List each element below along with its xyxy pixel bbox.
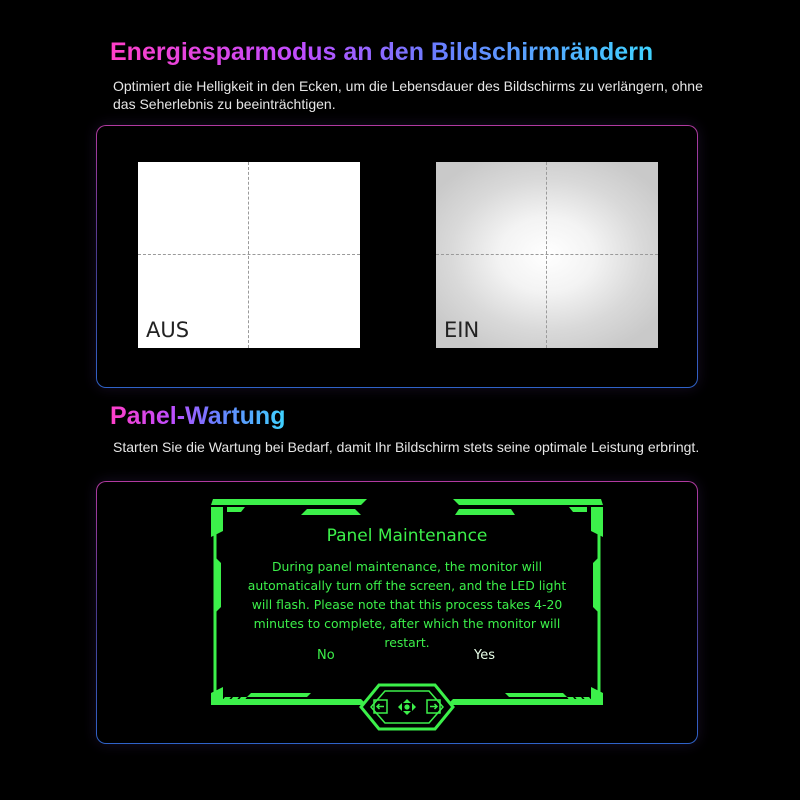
- panel-maintenance-dialog: [211, 497, 603, 737]
- section-description-energy-saving: Optimiert die Helligkeit in den Ecken, um die Lebensdauer des Bildschirms zu verlängern, ohne das Seherlebnis zu beeinträchtigen.: [113, 78, 703, 112]
- grid-line-horizontal: [138, 254, 360, 255]
- grid-line-horizontal: [436, 254, 658, 255]
- grid-line-vertical: [546, 162, 547, 348]
- dialog-nav-icons: [371, 697, 443, 717]
- dialog-message: During panel maintenance, the monitor will automatically turn off the screen, and the LED light will flash. Please note that this process takes 4-20 minutes to complete, after which the monitor will restart.: [247, 559, 567, 650]
- exit-left-icon: [374, 700, 387, 713]
- joystick-icon: [398, 699, 416, 715]
- section-title-energy-saving: Energiesparmodus an den Bildschirmrändern: [110, 38, 654, 66]
- dialog-title: Panel Maintenance: [326, 526, 488, 546]
- screen-preview-off: [138, 162, 360, 348]
- screen-label-on: EIN: [444, 318, 480, 342]
- no-button[interactable]: No: [317, 648, 335, 663]
- screen-label-off: AUS: [146, 318, 190, 342]
- section-title-panel-maintenance: Panel-Wartung: [110, 402, 286, 430]
- screen-preview-on: [436, 162, 658, 348]
- yes-button[interactable]: Yes: [474, 648, 495, 663]
- grid-line-vertical: [248, 162, 249, 348]
- section-description-panel-maintenance: Starten Sie die Wartung bei Bedarf, damit Ihr Bildschirm stets seine optimale Leistung erbringt.: [113, 439, 700, 455]
- enter-right-icon: [427, 700, 440, 713]
